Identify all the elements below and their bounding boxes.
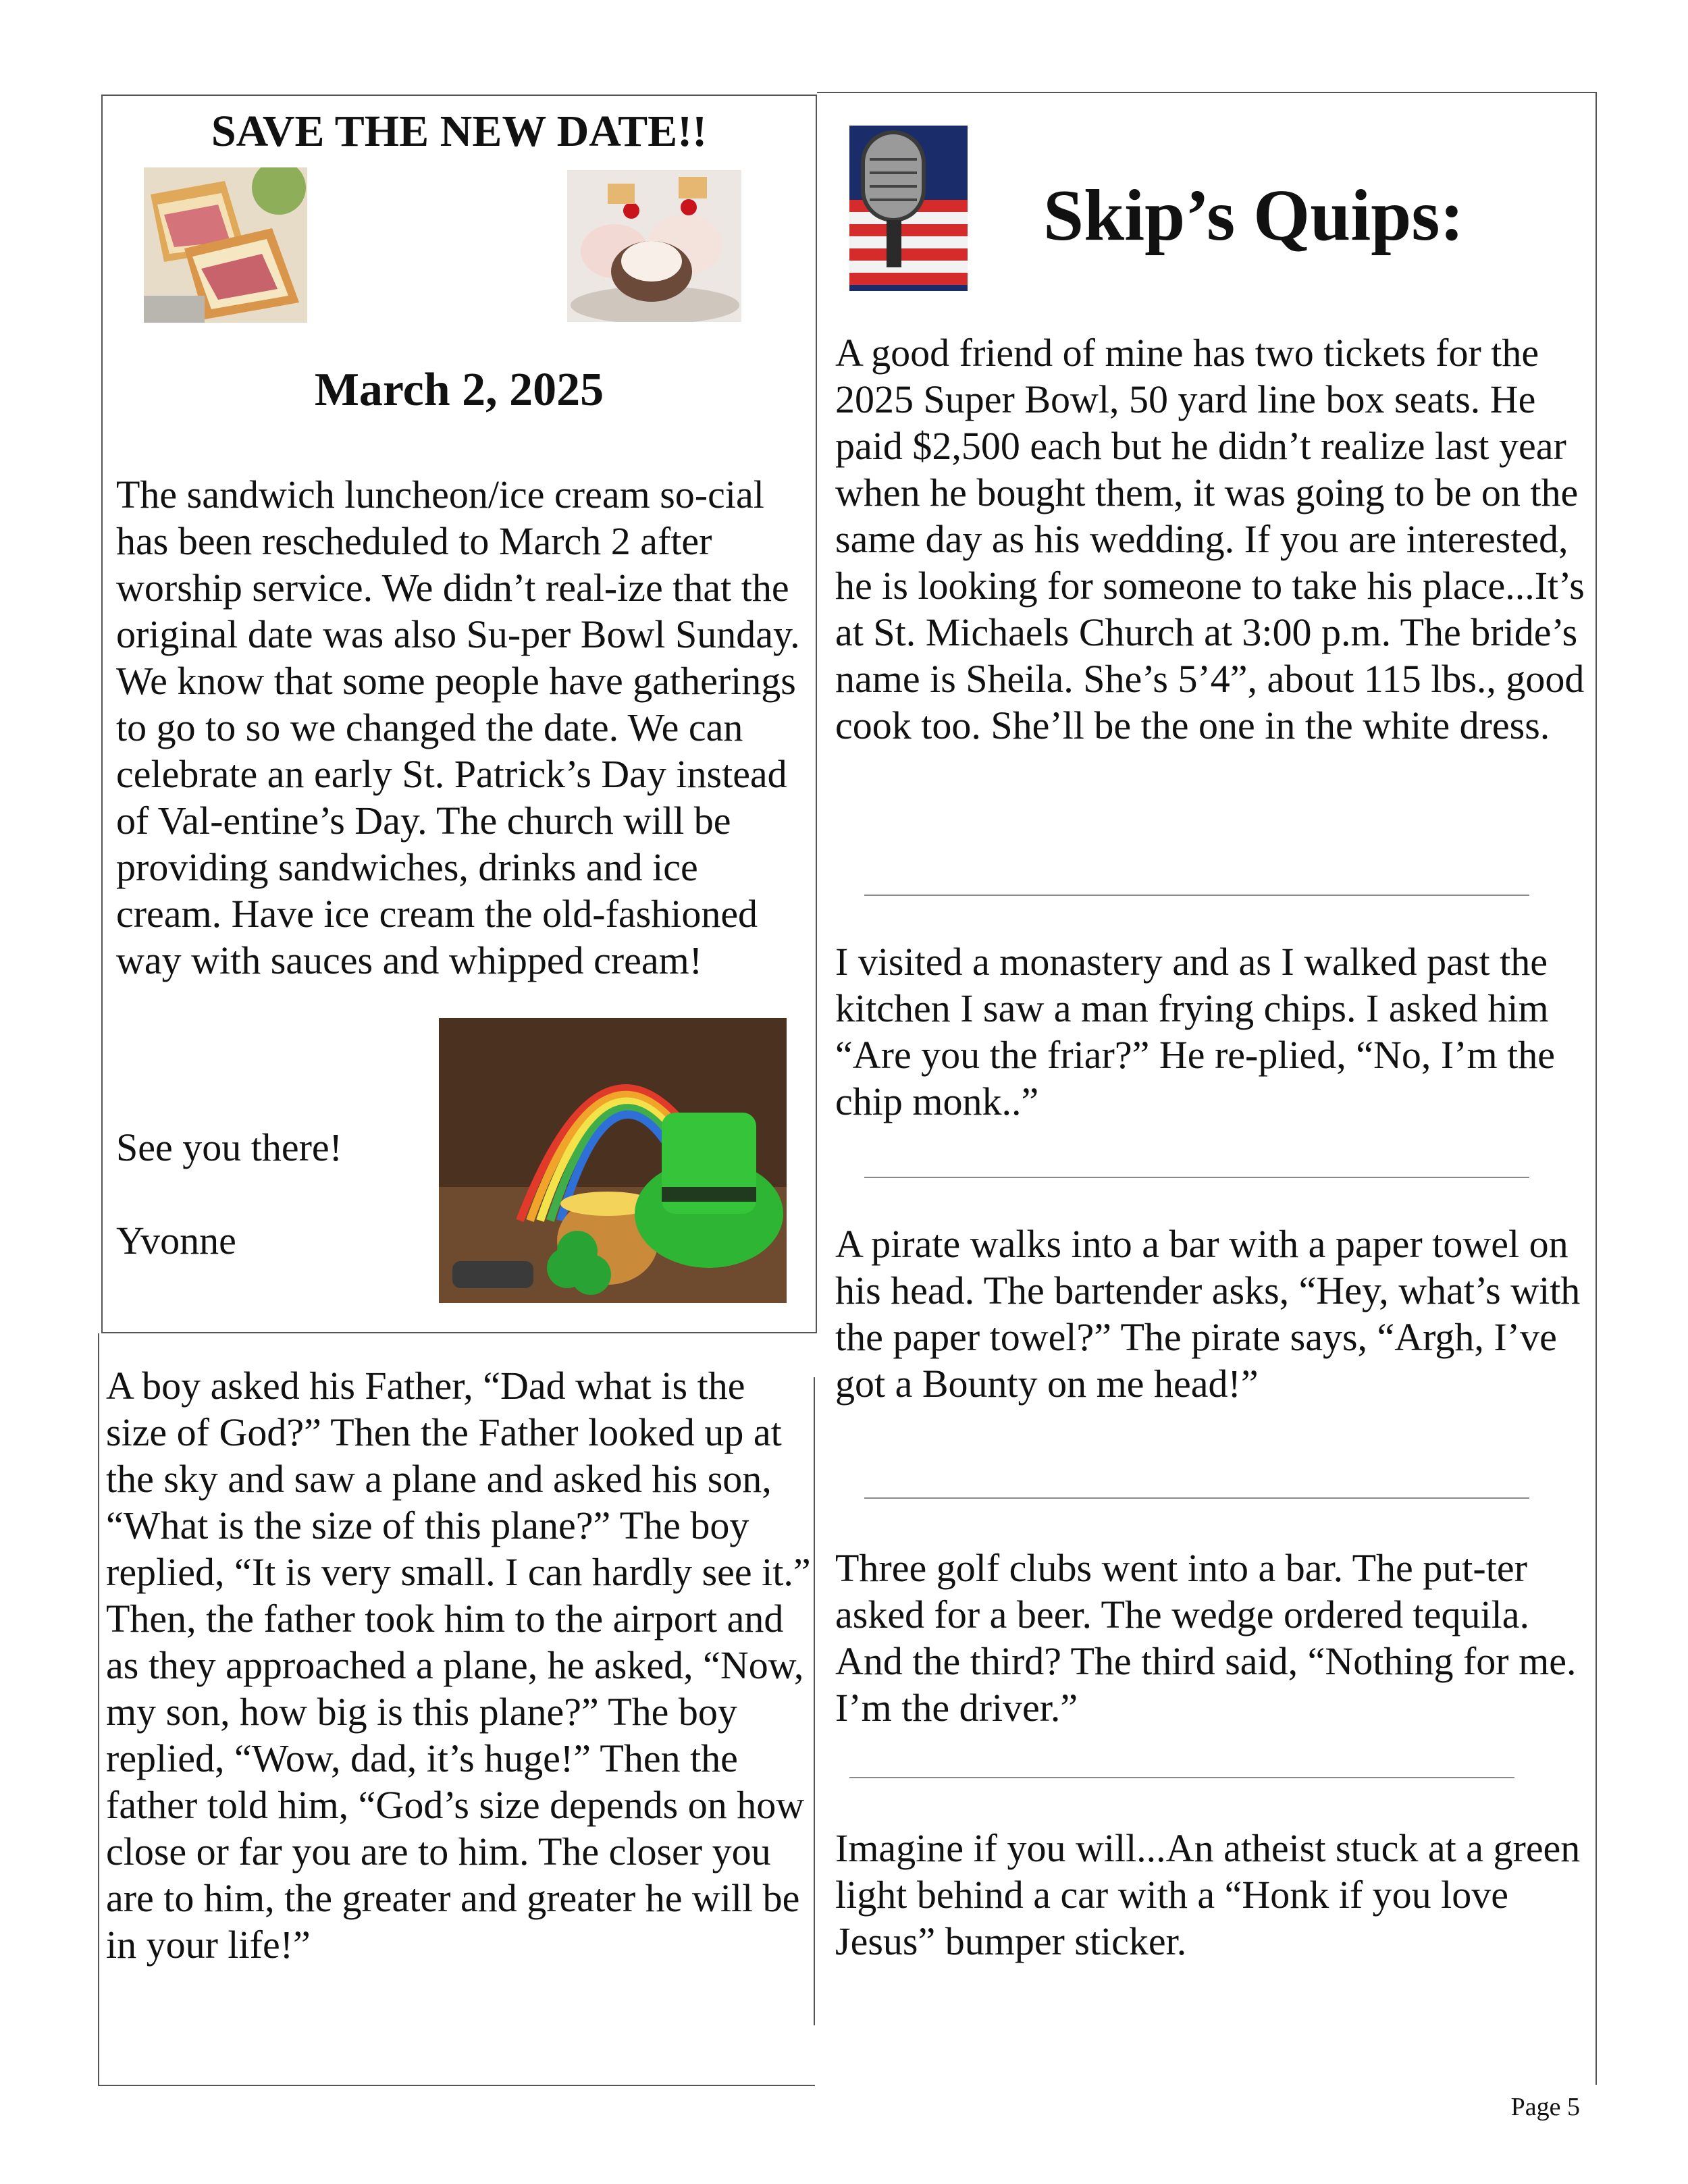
quips-title: Skip’s Quips: — [1043, 176, 1465, 256]
story-text: A boy asked his Father, “Dad what is the size of God?” Then the Father looked up at the sky and saw a plane and asked his son, “What is the size of this plane?” The boy replied, “It is very small. I can hardly see it.” Then, the father took him to the airport and as they approached a plane, he asked, “Now, my son, how big is this plane?” The boy replied, “Wow, dad, it’s huge!” Then the father told him, “God’s size depends on how close or far you are to him. The closer you are to him, the greater and greater he will be in your life!” — [106, 1364, 811, 1967]
event-signature: Yvonne — [116, 1219, 236, 1262]
quip-divider — [864, 1177, 1529, 1178]
quip-item: Imagine if you will...An atheist stuck at a green light behind a car with a “Honk if you love Jesus” bumper sticker. — [835, 1826, 1581, 1963]
ice-cream-sundae-photo — [567, 170, 741, 322]
microphone-flag-photo — [849, 126, 968, 291]
quip-divider — [849, 1777, 1514, 1778]
quip-item: A good friend of mine has two tickets for the 2025 Super Bowl, 50 yard line box seats. He paid $2,500 each but he didn’t realize last year when he bought them, it was going to be on the same day as his wedding. If you are interested, he is looking for someone to take his place...It’s at St. Michaels Church at 3:00 p.m. The bride’s name is Sheila. She’s 5’4”, about 115 lbs., good cook too. She’ll be the one in the white dress. — [835, 331, 1585, 747]
event-body: The sandwich luncheon/ice cream so-cial has been rescheduled to March 2 after worship service. We didn’t real-ize that the original date was also Su-per Bowl Sunday. We know that some people have gatherings to go to so we changed the date. We can celebrate an early St. Patrick’s Day instead of Val-entine’s Day. The church will be providing sandwiches, drinks and ice cream. Have ice cream the old-fashioned way with sauces and whipped cream! — [116, 473, 800, 982]
quip-item: I visited a monastery and as I walked past the kitchen I saw a man frying chips. I asked him “Are you the friar?” He re-plied, “No, I’m the chip monk..” — [835, 940, 1556, 1123]
event-closing: See you there! — [116, 1125, 342, 1169]
sandwich-photo — [144, 167, 307, 323]
st-patricks-pot-of-gold-photo — [439, 1018, 787, 1303]
quip-divider — [864, 1497, 1529, 1499]
quip-item: Three golf clubs went into a bar. The put-ter asked for a beer. The wedge ordered tequila. And the third? The third said, “Nothing for me. I’m the driver.” — [835, 1546, 1577, 1730]
page-number: Page 5 — [1510, 2093, 1580, 2121]
quip-divider — [864, 895, 1529, 896]
quip-item: A pirate walks into a bar with a paper towel on his head. The bartender asks, “Hey, what’s with the paper towel?” The pirate says, “Argh, I’ve got a Bounty on me head!” — [835, 1222, 1581, 1406]
event-date: March 2, 2025 — [314, 364, 604, 416]
event-title: SAVE THE NEW DATE!! — [211, 107, 708, 156]
story-box-right-edge — [814, 1377, 815, 2025]
